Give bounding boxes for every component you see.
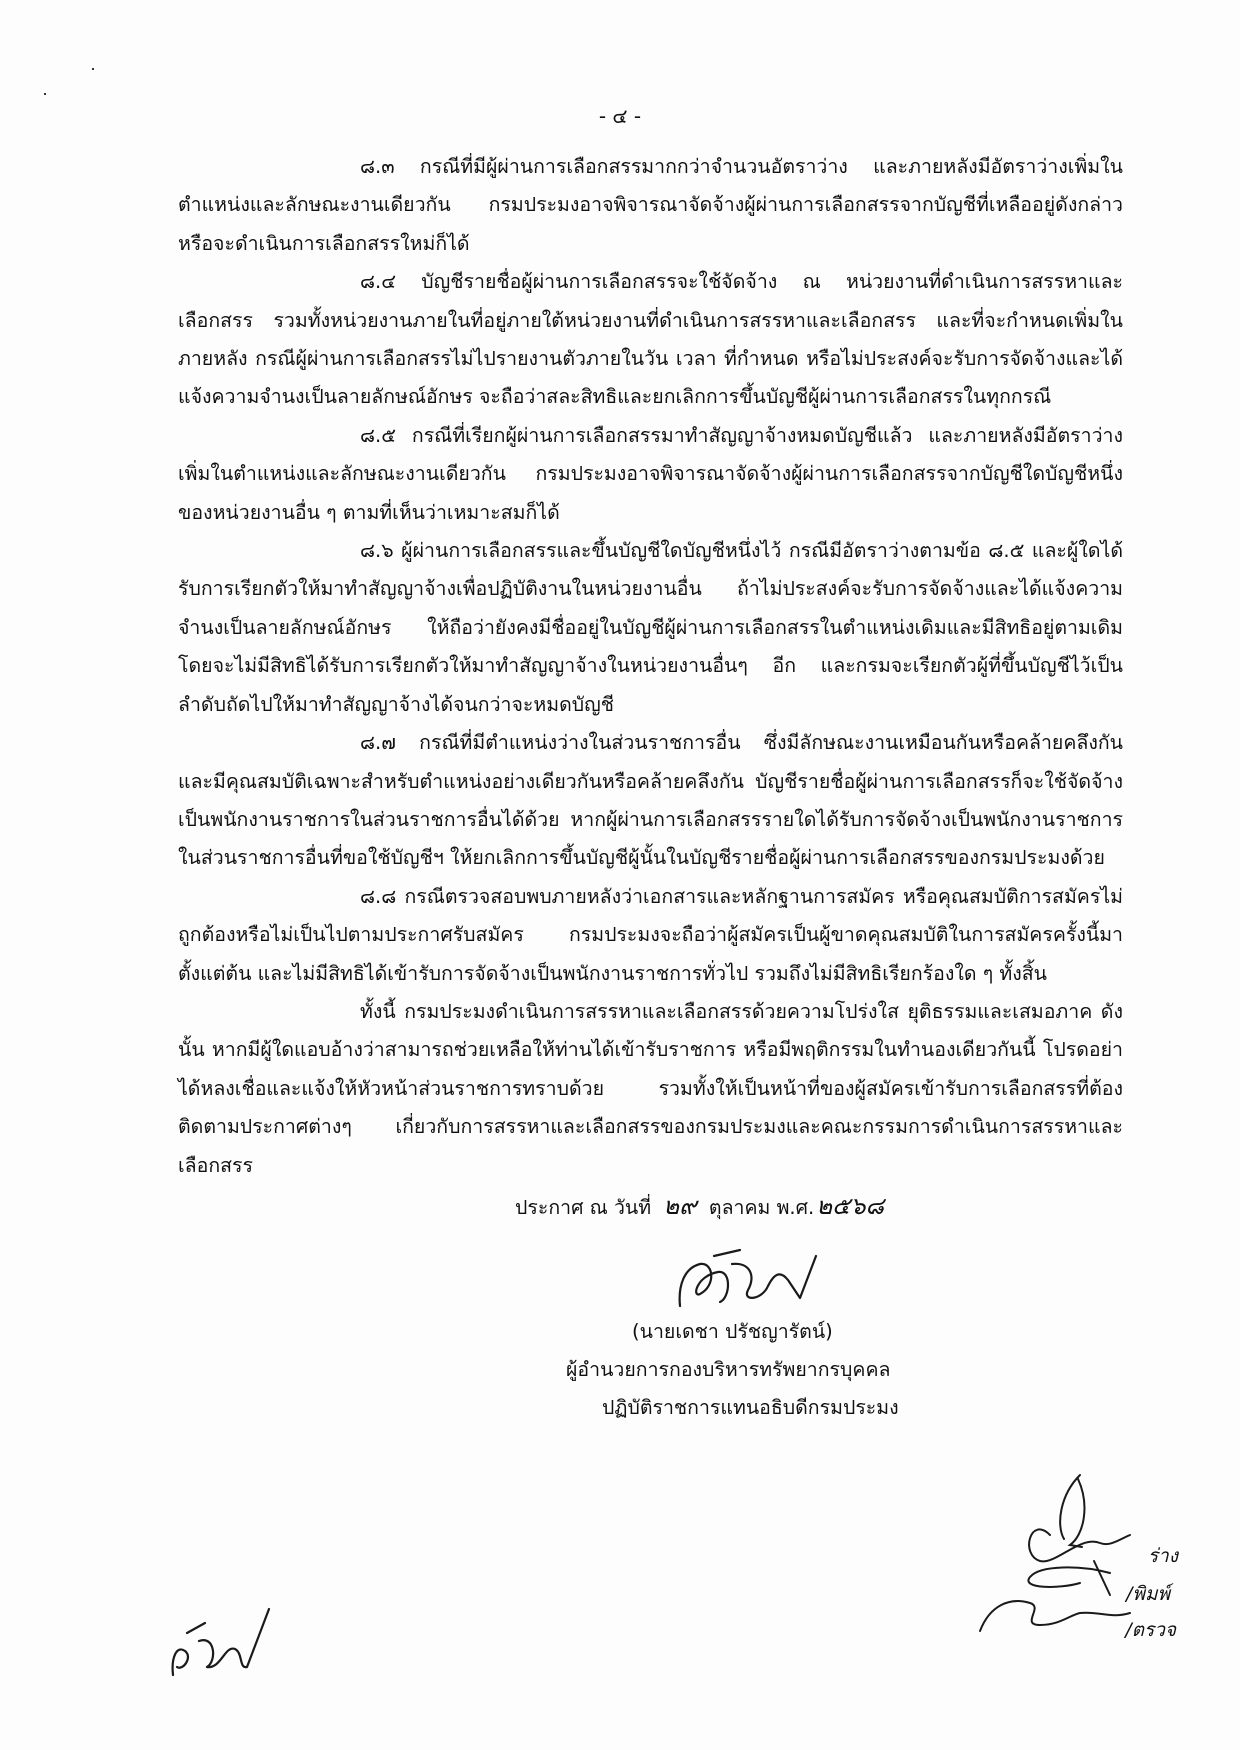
clause-8-4: ๘.๔ บัญชีรายชื่อผู้ผ่านการเลือกสรรจะใช้จัดจ้าง ณ หน่วยงานที่ดำเนินการสรรหาและเลือกสรร รวมทั้งหน่วยงานภายในที่อยู่ภายใต้หน่วยงานที่ดำเนินการสรรหาและเลือกสรร และที่จะกำหนดเพิ่มในภายหลัง กรณีผู้ผ่านการเลือกสรรไม่ไปรายงานตัวภายในวัน เวลา ที่กำหนด หรือไม่ประสงค์จะรับการจัดจ้างและได้แจ้งความจำนงเป็นลายลักษณ์อักษร จะถือว่าสละสิทธิและยกเลิกการขึ้นบัญชีผู้ผ่านการเลือกสรรในทุกกรณี	[178, 270, 1123, 409]
closing-statement: ทั้งนี้ กรมประมงดำเนินการสรรหาและเลือกสรรด้วยความโปร่งใส ยุติธรรมและเสมอภาค ดังนั้น หากมีผู้ใดแอบอ้างว่าสามารถช่วยเหลือให้ท่านได้เข้ารับราชการ หรือมีพฤติกรรมในทำนองเดียวกันนี้ โปรดอย่าได้หลงเชื่อและแจ้งให้หัวหน้าส่วนราชการทราบด้วย รวมทั้งให้เป็นหน้าที่ของผู้สมัครเข้ารับการเลือกสรรที่ต้องติดตามประกาศต่างๆ เกี่ยวกับการสรรหาและเลือกสรรของกรมประมงและคณะกรรมการดำเนินการสรรหาและเลือกสรร	[178, 999, 1123, 1177]
initial-check-label: /ตรวจ	[1125, 1619, 1176, 1641]
initial-type-label: /พิมพ์	[1126, 1583, 1170, 1605]
scan-speck	[44, 93, 46, 95]
announcement-prefix: ประกาศ ณ วันที่	[515, 1196, 652, 1219]
page-initial-signature	[165, 1605, 275, 1680]
clause-8-6: ๘.๖ ผู้ผ่านการเลือกสรรและขึ้นบัญชีใดบัญชีหนึ่งไว้ กรณีมีอัตราว่างตามข้อ ๘.๕ และผู้ใดได้รับการเรียกตัวให้มาทำสัญญาจ้างเพื่อปฏิบัติงานในหน่วยงานอื่น ถ้าไม่ประสงค์จะรับการจัดจ้างและได้แจ้งความจำนงเป็นลายลักษณ์อักษร ให้ถือว่ายังคงมีชื่ออยู่ในบัญชีผู้ผ่านการเลือกสรรในตำแหน่งเดิมและมีสิทธิอยู่ตามเดิม โดยจะไม่มีสิทธิได้รับการเรียกตัวให้มาทำสัญญาจ้างในหน่วยงานอื่นๆ อีก และกรมจะเรียกตัวผู้ที่ขึ้นบัญชีไว้เป็นลำดับถัดไปให้มาทำสัญญาจ้างได้จนกว่าจะหมดบัญชี	[178, 539, 1123, 716]
document-body	[178, 148, 1123, 1185]
clause-8-5: ๘.๕ กรณีที่เรียกผู้ผ่านการเลือกสรรมาทำสัญญาจ้างหมดบัญชีแล้ว และภายหลังมีอัตราว่างเพิ่มในตำแหน่งและลักษณะงานเดียวกัน กรมประมงอาจพิจารณาจัดจ้างผู้ผ่านการเลือกสรรจากบัญชีใดบัญชีหนึ่งของหน่วยงานอื่น ๆ ตามที่เห็นว่าเหมาะสมก็ได้	[178, 423, 1123, 524]
official-signature	[670, 1246, 850, 1316]
official-position: ผู้อำนวยการกองบริหารทรัพยากรบุคคล	[566, 1358, 891, 1381]
official-acting-position: ปฏิบัติราชการแทนอธิบดีกรมประมง	[602, 1396, 899, 1419]
clause-8-3: ๘.๓ กรณีที่มีผู้ผ่านการเลือกสรรมากกว่าจำนวนอัตราว่าง และภายหลังมีอัตราว่างเพิ่มในตำแหน่งและลักษณะงานเดียวกัน กรมประมงอาจพิจารณาจัดจ้างผู้ผ่านการเลือกสรรจากบัญชีที่เหลืออยู่ดังกล่าวหรือจะดำเนินการเลือกสรรใหม่ก็ได้	[178, 155, 1123, 255]
clause-8-7: ๘.๗ กรณีที่มีตำแหน่งว่างในส่วนราชการอื่น ซึ่งมีลักษณะงานเหมือนกันหรือคล้ายคลึงกันและมีคุณสมบัติเฉพาะสำหรับตำแหน่งอย่างเดียวกันหรือคล้ายคลึงกัน บัญชีรายชื่อผู้ผ่านการเลือกสรรก็จะใช้จัดจ้างเป็นพนักงานราชการในส่วนราชการอื่นได้ด้วย หากผู้ผ่านการเลือกสรรรายใดได้รับการจัดจ้างเป็นพนักงานราชการในส่วนราชการอื่นที่ขอใช้บัญชีฯ ให้ยกเลิกการขึ้นบัญชีผู้นั้นในบัญชีรายชื่อผู้ผ่านการเลือกสรรของกรมประมงด้วย	[178, 731, 1123, 870]
approval-initials	[960, 1465, 1190, 1641]
initial-draft-label: ร่าง	[1147, 1545, 1178, 1567]
announcement-month-year: ตุลาคม พ.ศ.	[708, 1196, 815, 1219]
clause-8-8: ๘.๘ กรณีตรวจสอบพบภายหลังว่าเอกสารและหลักฐานการสมัคร หรือคุณสมบัติการสมัครไม่ถูกต้องหรือไม่เป็นไปตามประกาศรับสมัคร กรมประมงจะถือว่าผู้สมัครเป็นผู้ขาดคุณสมบัติในการสมัครครั้งนี้มาตั้งแต่ต้น และไม่มีสิทธิได้เข้ารับการจัดจ้างเป็นพนักงานราชการทั่วไป รวมถึงไม่มีสิทธิเรียกร้องใด ๆ ทั้งสิ้น	[178, 884, 1123, 985]
official-name: (นายเดชา ปรัชญารัตน์)	[632, 1320, 833, 1343]
scan-speck	[92, 68, 94, 70]
page-number: - ๔ -	[598, 104, 642, 128]
announcement-year: ๒๕๖๘	[816, 1192, 884, 1220]
announcement-day: ๒๙	[663, 1192, 697, 1220]
announcement-date-line	[515, 1186, 890, 1225]
